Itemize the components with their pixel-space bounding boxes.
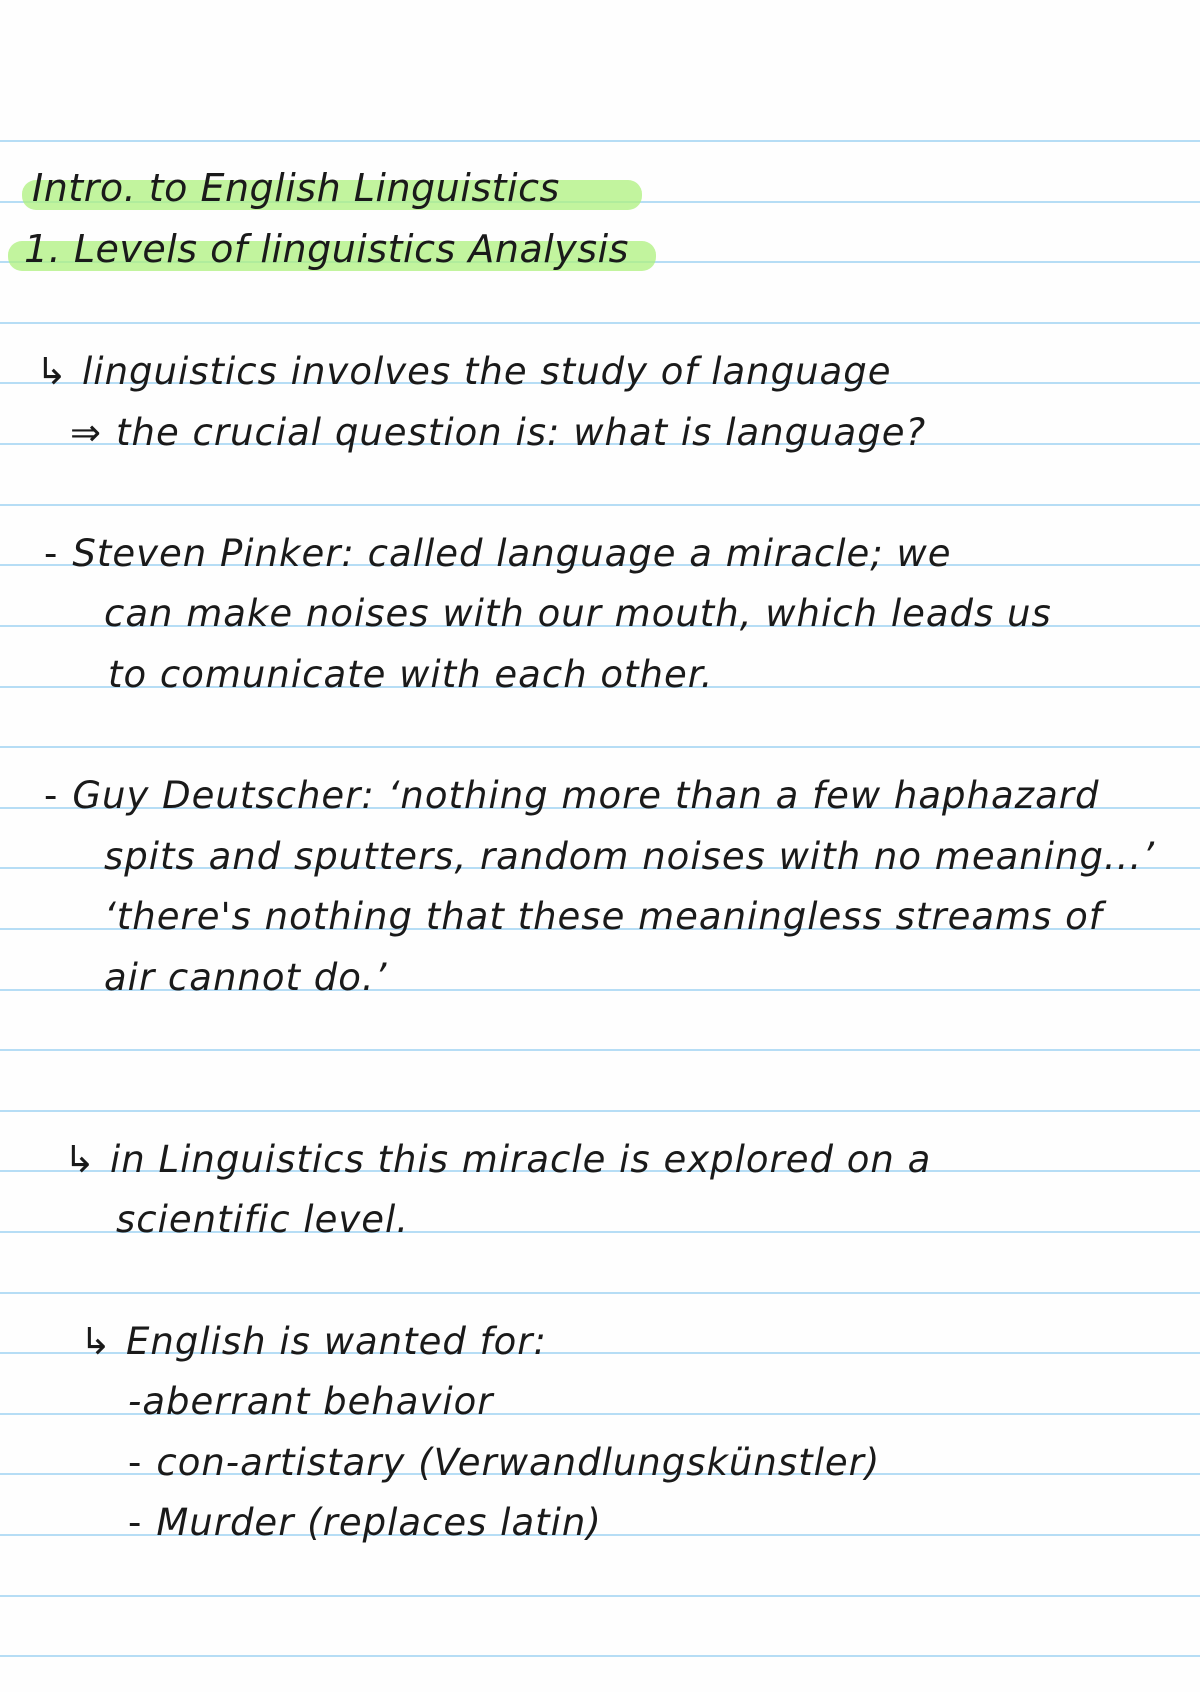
note-line: spits and sputters, random noises with no meaning...’ [104, 835, 1155, 878]
note-line [64, 1138, 931, 1181]
hook-arrow-icon: ↳ [80, 1320, 113, 1363]
note-text: Guy Deutscher: ‘nothing more than a few haphazard [72, 774, 1100, 817]
dash-icon: - [44, 774, 59, 817]
section-heading: 1. Levels of linguistics Analysis [24, 227, 629, 271]
note-line [44, 774, 1099, 817]
list-item [128, 1441, 880, 1484]
hook-arrow-icon: ↳ [36, 350, 69, 393]
ruled-line [0, 140, 1200, 142]
note-text: Murder (replaces latin) [156, 1501, 602, 1544]
note-line: air cannot do.’ [104, 956, 388, 999]
note-text: in Linguistics this miracle is explored on a [110, 1138, 932, 1181]
dash-icon: - [44, 532, 59, 575]
note-text: con-artistary (Verwandlungskünstler) [156, 1441, 881, 1484]
ruled-line [0, 1655, 1200, 1657]
note-line: can make noises with our mouth, which leads us [104, 592, 1052, 635]
ruled-line [0, 746, 1200, 748]
dash-icon: - [128, 1501, 143, 1544]
note-line [80, 1320, 547, 1363]
list-item: -aberrant behavior [128, 1380, 494, 1423]
note-text: Steven Pinker: called language a miracle; we [72, 532, 952, 575]
note-line: ‘there's nothing that these meaningless streams of [104, 895, 1103, 938]
note-text: linguistics involves the study of language [82, 350, 892, 393]
dash-icon: - [128, 1441, 143, 1484]
note-text: the crucial question is: what is language? [116, 411, 927, 454]
ruled-line [0, 1110, 1200, 1112]
note-line: to comunicate with each other. [108, 653, 714, 696]
page-title: Intro. to English Linguistics [32, 166, 560, 210]
note-line [70, 411, 926, 454]
ruled-line [0, 1595, 1200, 1597]
ruled-line [0, 322, 1200, 324]
ruled-line [0, 504, 1200, 506]
list-item [128, 1501, 602, 1544]
ruled-line [0, 1049, 1200, 1051]
double-arrow-icon: ⇒ [70, 411, 103, 454]
note-line: scientific level. [116, 1198, 410, 1241]
note-text: English is wanted for: [126, 1320, 547, 1363]
ruled-line [0, 1292, 1200, 1294]
note-line [36, 350, 891, 393]
note-line [44, 532, 952, 575]
hook-arrow-icon: ↳ [64, 1138, 97, 1181]
